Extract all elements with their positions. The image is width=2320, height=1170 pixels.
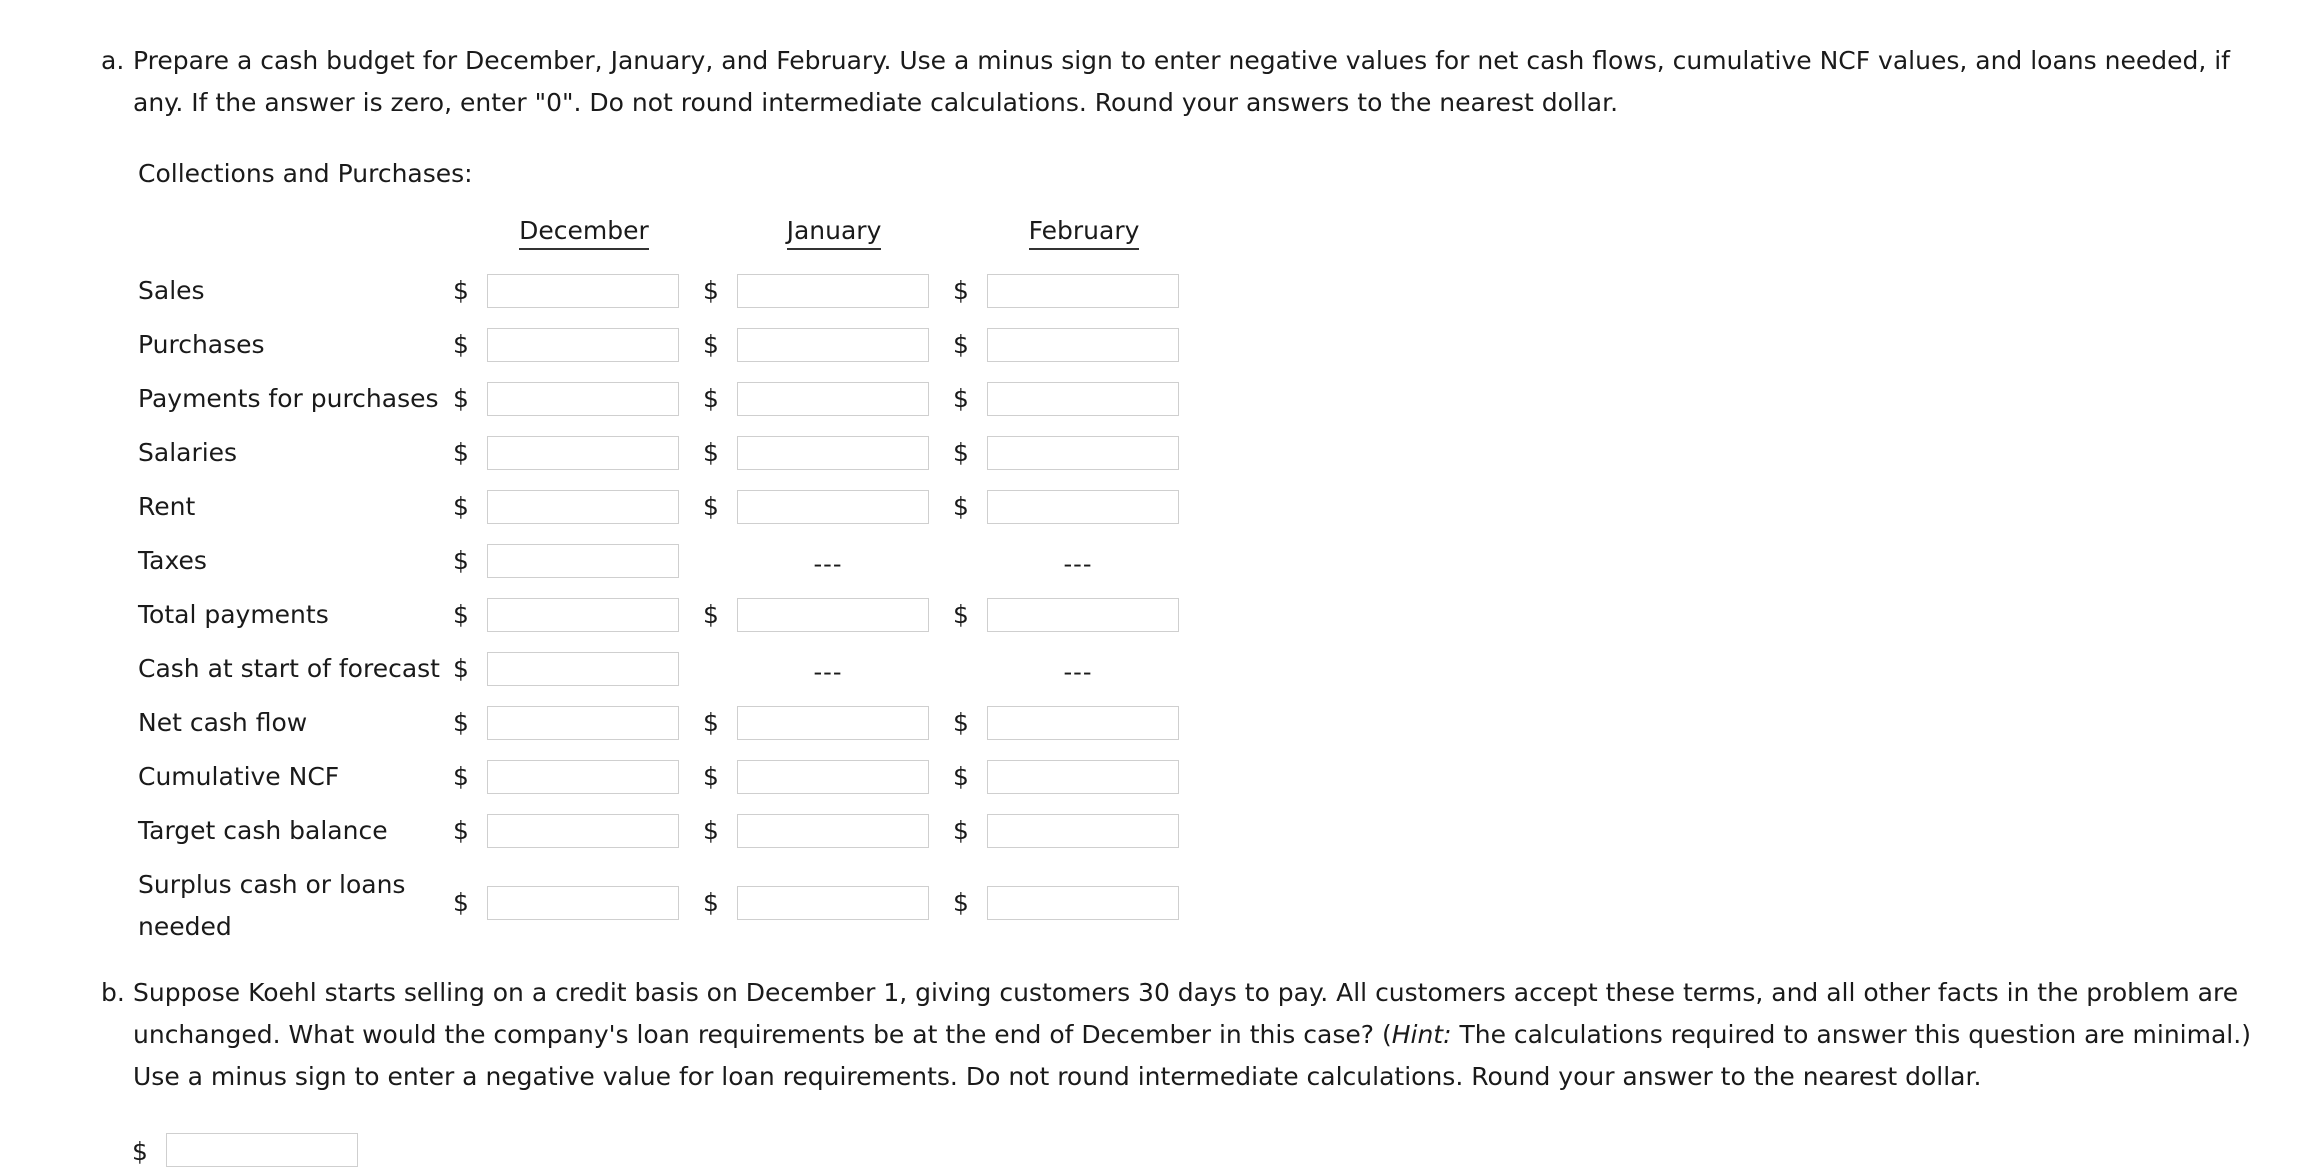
taxes-december-input[interactable] [487, 544, 679, 578]
question-b-text: Suppose Koehl starts selling on a credit basis on December 1, giving customers 30 days to pay. All customers accept these terms, and all other facts in the problem are unchanged. What would the company's loan requirements be at the end of December in this case? (Hint: The calculations required to answer this question are minimal.) Use a minus sign to enter a negative value for loan requirements. Do not round intermediate calculations. Round your answer to the nearest dollar. [133, 978, 2251, 1091]
salaries-december-input[interactable] [487, 436, 679, 470]
row-label-surplus-cash-line2: needed [138, 912, 232, 941]
currency-symbol: $ [703, 600, 719, 629]
currency-symbol: $ [453, 600, 469, 629]
row-label-cash-at-start: Cash at start of forecast [138, 654, 440, 683]
currency-symbol: $ [453, 546, 469, 575]
currency-symbol: $ [453, 276, 469, 305]
total-payments-january-input[interactable] [737, 598, 929, 632]
purchases-december-input[interactable] [487, 328, 679, 362]
taxes-february-dash: --- [1063, 550, 1093, 578]
currency-symbol: $ [703, 384, 719, 413]
question-a [101, 40, 2261, 124]
cumulative-ncf-december-input[interactable] [487, 760, 679, 794]
cash-at-start-february-dash: --- [1063, 658, 1093, 686]
row-label-sales: Sales [138, 276, 205, 305]
currency-symbol: $ [453, 438, 469, 467]
salaries-february-input[interactable] [987, 436, 1179, 470]
currency-symbol: $ [453, 654, 469, 683]
row-label-surplus-cash-line1: Surplus cash or loans [138, 870, 406, 899]
row-label-salaries: Salaries [138, 438, 238, 467]
currency-symbol: $ [953, 762, 969, 791]
surplus-cash-january-input[interactable] [737, 886, 929, 920]
currency-symbol: $ [953, 276, 969, 305]
payments-for-purchases-december-input[interactable] [487, 382, 679, 416]
answer-b-input[interactable] [166, 1133, 358, 1167]
payments-for-purchases-january-input[interactable] [737, 382, 929, 416]
row-label-net-cash-flow: Net cash flow [138, 708, 308, 737]
sales-january-input[interactable] [737, 274, 929, 308]
taxes-january-dash: --- [813, 550, 843, 578]
question-b [101, 972, 2261, 1098]
currency-symbol: $ [453, 384, 469, 413]
currency-symbol: $ [132, 1137, 148, 1166]
hint-word: Hint: [1391, 1020, 1452, 1049]
cash-at-start-january-dash: --- [813, 658, 843, 686]
currency-symbol: $ [703, 438, 719, 467]
currency-symbol: $ [953, 600, 969, 629]
currency-symbol: $ [953, 492, 969, 521]
row-label-rent: Rent [138, 492, 196, 521]
sales-february-input[interactable] [987, 274, 1179, 308]
currency-symbol: $ [703, 816, 719, 845]
row-label-target-cash-balance: Target cash balance [138, 816, 388, 845]
purchases-january-input[interactable] [737, 328, 929, 362]
currency-symbol: $ [953, 708, 969, 737]
payments-for-purchases-february-input[interactable] [987, 382, 1179, 416]
currency-symbol: $ [703, 276, 719, 305]
currency-symbol: $ [953, 888, 969, 917]
row-label-purchases: Purchases [138, 330, 265, 359]
cumulative-ncf-january-input[interactable] [737, 760, 929, 794]
currency-symbol: $ [703, 762, 719, 791]
row-label-total-payments: Total payments [138, 600, 329, 629]
total-payments-december-input[interactable] [487, 598, 679, 632]
row-label-taxes: Taxes [138, 546, 207, 575]
question-a-text: Prepare a cash budget for December, January, and February. Use a minus sign to enter negative values for net cash flows, cumulative NCF values, and loans needed, if any. If the answer is zero, enter "0". Do not round intermediate calculations. Round your answers to the nearest dollar. [133, 46, 2230, 117]
currency-symbol: $ [453, 492, 469, 521]
currency-symbol: $ [703, 888, 719, 917]
target-cash-balance-january-input[interactable] [737, 814, 929, 848]
rent-december-input[interactable] [487, 490, 679, 524]
currency-symbol: $ [953, 384, 969, 413]
row-label-cumulative-ncf: Cumulative NCF [138, 762, 340, 791]
currency-symbol: $ [953, 816, 969, 845]
currency-symbol: $ [703, 492, 719, 521]
question-b-label: b. [101, 978, 125, 1007]
column-header-january: January [738, 214, 930, 250]
currency-symbol: $ [953, 438, 969, 467]
net-cash-flow-december-input[interactable] [487, 706, 679, 740]
target-cash-balance-february-input[interactable] [987, 814, 1179, 848]
currency-symbol: $ [703, 708, 719, 737]
cumulative-ncf-february-input[interactable] [987, 760, 1179, 794]
question-a-label: a. [101, 46, 125, 75]
column-header-february: February [988, 214, 1180, 250]
salaries-january-input[interactable] [737, 436, 929, 470]
currency-symbol: $ [703, 330, 719, 359]
sales-december-input[interactable] [487, 274, 679, 308]
surplus-cash-december-input[interactable] [487, 886, 679, 920]
currency-symbol: $ [453, 330, 469, 359]
currency-symbol: $ [453, 708, 469, 737]
row-label-payments-for-purchases: Payments for purchases [138, 384, 439, 413]
total-payments-february-input[interactable] [987, 598, 1179, 632]
section-title: Collections and Purchases: [138, 159, 473, 188]
net-cash-flow-january-input[interactable] [737, 706, 929, 740]
surplus-cash-february-input[interactable] [987, 886, 1179, 920]
rent-february-input[interactable] [987, 490, 1179, 524]
currency-symbol: $ [453, 762, 469, 791]
purchases-february-input[interactable] [987, 328, 1179, 362]
currency-symbol: $ [953, 330, 969, 359]
net-cash-flow-february-input[interactable] [987, 706, 1179, 740]
currency-symbol: $ [453, 816, 469, 845]
column-header-december: December [488, 214, 680, 250]
target-cash-balance-december-input[interactable] [487, 814, 679, 848]
rent-january-input[interactable] [737, 490, 929, 524]
cash-at-start-december-input[interactable] [487, 652, 679, 686]
currency-symbol: $ [453, 888, 469, 917]
